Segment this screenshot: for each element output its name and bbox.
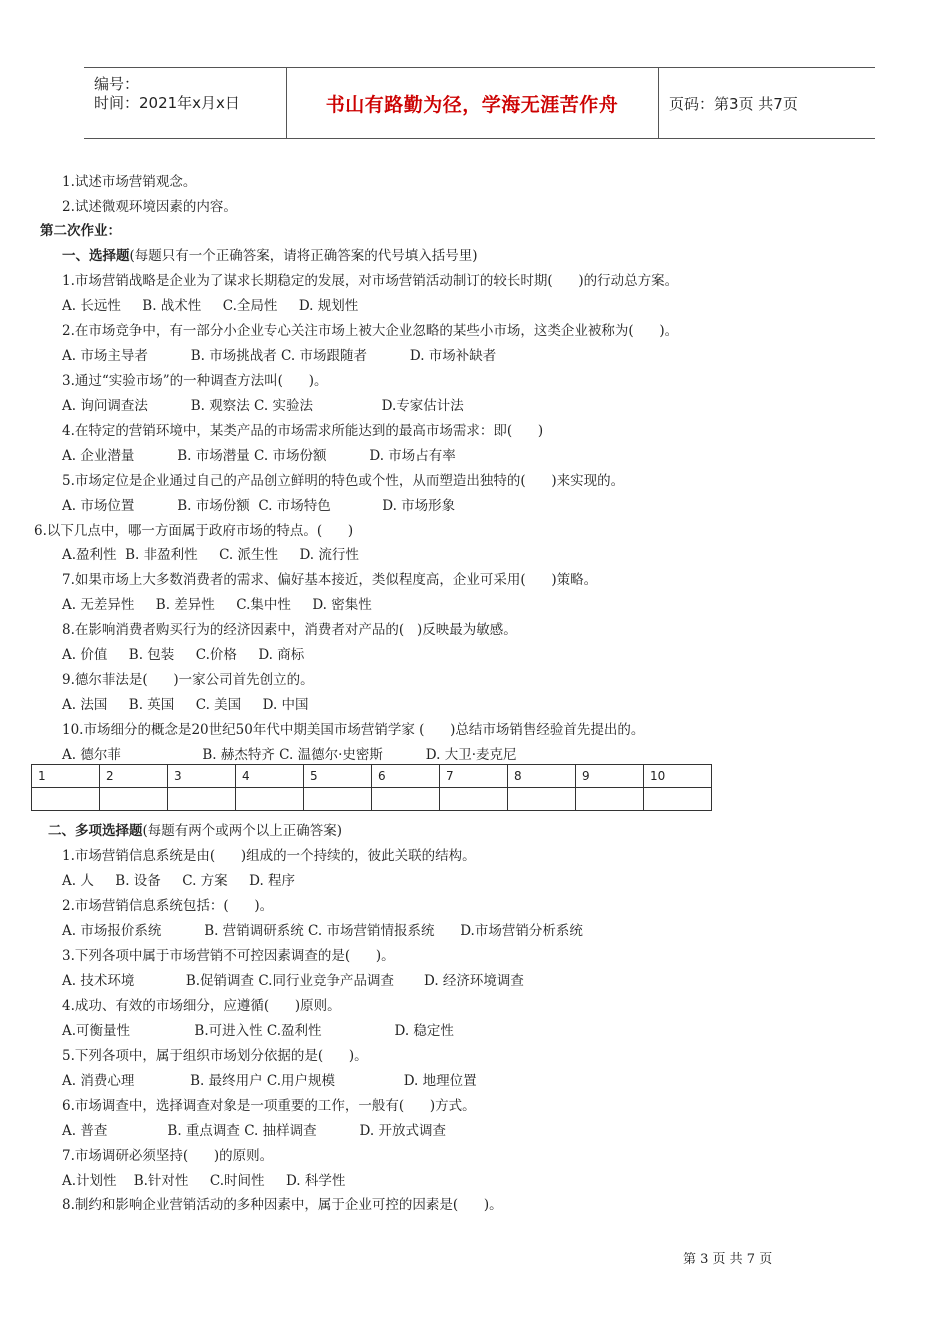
text-line: A. 询问调查法 B. 观察法 C. 实验法 D.专家估计法 [62,398,464,414]
section-heading: 一、选择题 [62,248,130,264]
text-line: A. 普查 B. 重点调查 C. 抽样调查 D. 开放式调查 [62,1123,446,1139]
text-line: 第二次作业： [40,223,121,239]
text-line: A.可衡量性 B.可进入性 C.盈利性 D. 稳定性 [62,1023,454,1039]
text-line: A. 无差异性 B. 差异性 C.集中性 D. 密集性 [62,597,372,613]
text-line: 4.成功、有效的市场细分，应遵循( )原则。 [62,998,341,1014]
motto-text: 书山有路勤为径，学海无涯苦作舟 [325,93,619,116]
header-motto-cell [286,68,659,138]
text-line: A. 人 B. 设备 C. 方案 D. 程序 [62,873,296,889]
text-line: A.计划性 B.针对性 C.时间性 D. 科学性 [62,1173,346,1189]
text-line: 8.制约和影响企业营销活动的多种因素中，属于企业可控的因素是( )。 [62,1197,503,1213]
page-info: 页码：第3页 共7页 [669,94,798,113]
text-line: A. 消费心理 B. 最终用户 C.用户规模 D. 地理位置 [62,1073,477,1089]
answer-blank-cell[interactable] [236,788,304,811]
answer-blank-cell[interactable] [304,788,372,811]
header-meta-cell [84,68,287,138]
text-line: A. 长远性 B. 战术性 C.全局性 D. 规划性 [62,298,359,314]
text-line: 5.市场定位是企业通过自己的产品创立鲜明的特色或个性，从而塑造出独特的( )来实现的。 [62,473,625,489]
text-line: 1.市场营销战略是企业为了谋求长期稳定的发展，对市场营销活动制订的较长时期( )的行动总方案。 [62,273,679,289]
answer-blank-cell[interactable] [168,788,236,811]
answer-number-cell: 5 [304,765,372,788]
answer-blank-cell[interactable] [508,788,576,811]
number-label: 编号： [94,75,140,93]
answer-table-blank-row [32,788,712,811]
answer-number-cell: 10 [644,765,712,788]
text-line [62,248,478,264]
text-line: A. 企业潜量 B. 市场潜量 C. 市场份额 D. 市场占有率 [62,448,456,464]
answer-number-cell: 1 [32,765,100,788]
answer-blank-cell[interactable] [576,788,644,811]
text-line: 3.下列各项中属于市场营销不可控因素调查的是( )。 [62,948,395,964]
date-line: 时间：2021年x月x日 [94,94,240,112]
text-line: 5.下列各项中，属于组织市场划分依据的是( )。 [62,1048,368,1064]
text-line: 2.试述微观环境因素的内容。 [62,199,237,215]
text-line: 1.试述市场营销观念。 [62,174,197,190]
text-line: A. 市场报价系统 B. 营销调研系统 C. 市场营销情报系统 D.市场营销分析系统 [62,923,583,939]
text-line: A. 技术环境 B.促销调查 C.同行业竞争产品调查 D. 经济环境调查 [62,973,524,989]
text-line: A. 市场位置 B. 市场份额 C. 市场特色 D. 市场形象 [62,498,456,514]
answer-number-cell: 7 [440,765,508,788]
section-heading: 二、多项选择题 [48,823,143,839]
section-instruction: (每题有两个或两个以上正确答案) [142,823,343,839]
text-line: 1.市场营销信息系统是由( )组成的一个持续的，彼此关联的结构。 [62,848,476,864]
text-line [48,823,342,839]
answer-number-cell: 4 [236,765,304,788]
answer-blank-cell[interactable] [372,788,440,811]
text-line: 2.在市场竞争中，有一部分小企业专心关注市场上被大企业忽略的某些小市场，这类企业被称为( )。 [62,323,679,339]
text-line: 10.市场细分的概念是20世纪50年代中期美国市场营销学家 ( )总结市场销售经验首先提出的。 [62,722,645,738]
answer-table [31,764,712,811]
answer-number-cell: 2 [100,765,168,788]
text-line: 9.德尔菲法是( )一家公司首先创立的。 [62,672,314,688]
text-line: A. 价值 B. 包装 C.价格 D. 商标 [62,647,305,663]
text-line: 2.市场营销信息系统包括：( )。 [62,898,274,914]
text-line: A. 德尔菲 B. 赫杰特齐 C. 温德尔·史密斯 D. 大卫·麦克尼 [62,747,517,763]
answer-blank-cell[interactable] [32,788,100,811]
text-line: 6.市场调查中，选择调查对象是一项重要的工作，一般有( )方式。 [62,1098,476,1114]
text-line: A.盈利性 B. 非盈利性 C. 派生性 D. 流行性 [62,547,359,563]
answer-blank-cell[interactable] [440,788,508,811]
text-line: A. 市场主导者 B. 市场挑战者 C. 市场跟随者 D. 市场补缺者 [62,348,497,364]
answer-number-cell: 3 [168,765,236,788]
text-line: 4.在特定的营销环境中，某类产品的市场需求所能达到的最高市场需求：即( ) [62,423,544,439]
answer-number-cell: 8 [508,765,576,788]
text-line: 8.在影响消费者购买行为的经济因素中，消费者对产品的( )反映最为敏感。 [62,622,517,638]
section-instruction: (每题只有一个正确答案，请将正确答案的代号填入括号里) [129,248,478,264]
text-line: A. 法国 B. 英国 C. 美国 D. 中国 [62,697,309,713]
answer-number-cell: 9 [576,765,644,788]
text-line: 3.通过“实验市场”的一种调查方法叫( )。 [62,373,328,389]
document-header [84,67,875,139]
text-line: 6.以下几点中，哪一方面属于政府市场的特点。( ) [34,523,354,539]
answer-table-header-row [32,765,712,788]
answer-blank-cell[interactable] [100,788,168,811]
answer-blank-cell[interactable] [644,788,712,811]
text-line: 7.市场调研必须坚持( )的原则。 [62,1148,274,1164]
text-line: 7.如果市场上大多数消费者的需求、偏好基本接近，类似程度高，企业可采用( )策略。 [62,572,598,588]
answer-number-cell: 6 [372,765,440,788]
page-footer: 第 3 页 共 7 页 [683,1252,773,1267]
